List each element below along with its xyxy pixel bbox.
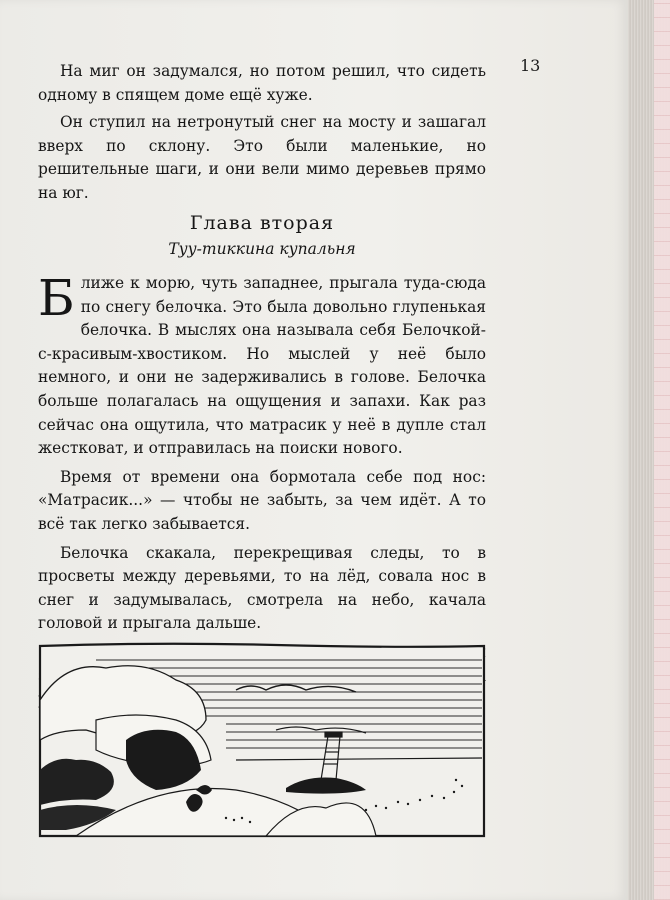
paragraph: Белочка скакала, перекрещивая следы, то в просветы между деревьями, то на лёд, совала нос в снег и задумывалась, смотрела на небо, качала головой и прыгала дальше. — [38, 543, 486, 633]
first-paragraph — [38, 269, 486, 461]
chapter-subtitle: Туу-тиккина купальня — [168, 240, 356, 258]
opening-text — [38, 60, 486, 206]
paragraph: На миг он задумался, но потом решил, что сидеть одному в спящем доме ещё хуже. — [38, 62, 486, 104]
paragraph: Он ступил на нетронутый снег на мосту и зашагал вверх по склону. Это были маленькие, но решительные шаги, и они вели мимо деревьев прямо на юг. — [38, 113, 486, 202]
first-paragraph-text: лиже к морю, чуть западнее, прыгала туда-сюда по снегу белочка. Это была довольно глупенькая белочка. В мыслях она называла себя Белочкой-с-красивым-хвостиком. Но мыслей у неё было немного, и они не задерживались в голове. Белочка больше полагалась на ощущения и запахи. Как раз сейчас она ощутила, что матрасик у неё в дупле стал жестковат, и отправилась на поиски нового. — [38, 274, 486, 458]
winter-illustration — [36, 640, 488, 840]
dropcap: Б — [38, 269, 75, 327]
chapter-title: Глава вторая — [189, 212, 335, 234]
paragraph: Время от времени она бормотала себе под нос: «Матрасик...» — чтобы не забыть, за чем идёт. А то всё так легко забывается. — [38, 467, 486, 533]
page-number: 13 — [520, 56, 541, 75]
page-edges — [628, 0, 670, 900]
